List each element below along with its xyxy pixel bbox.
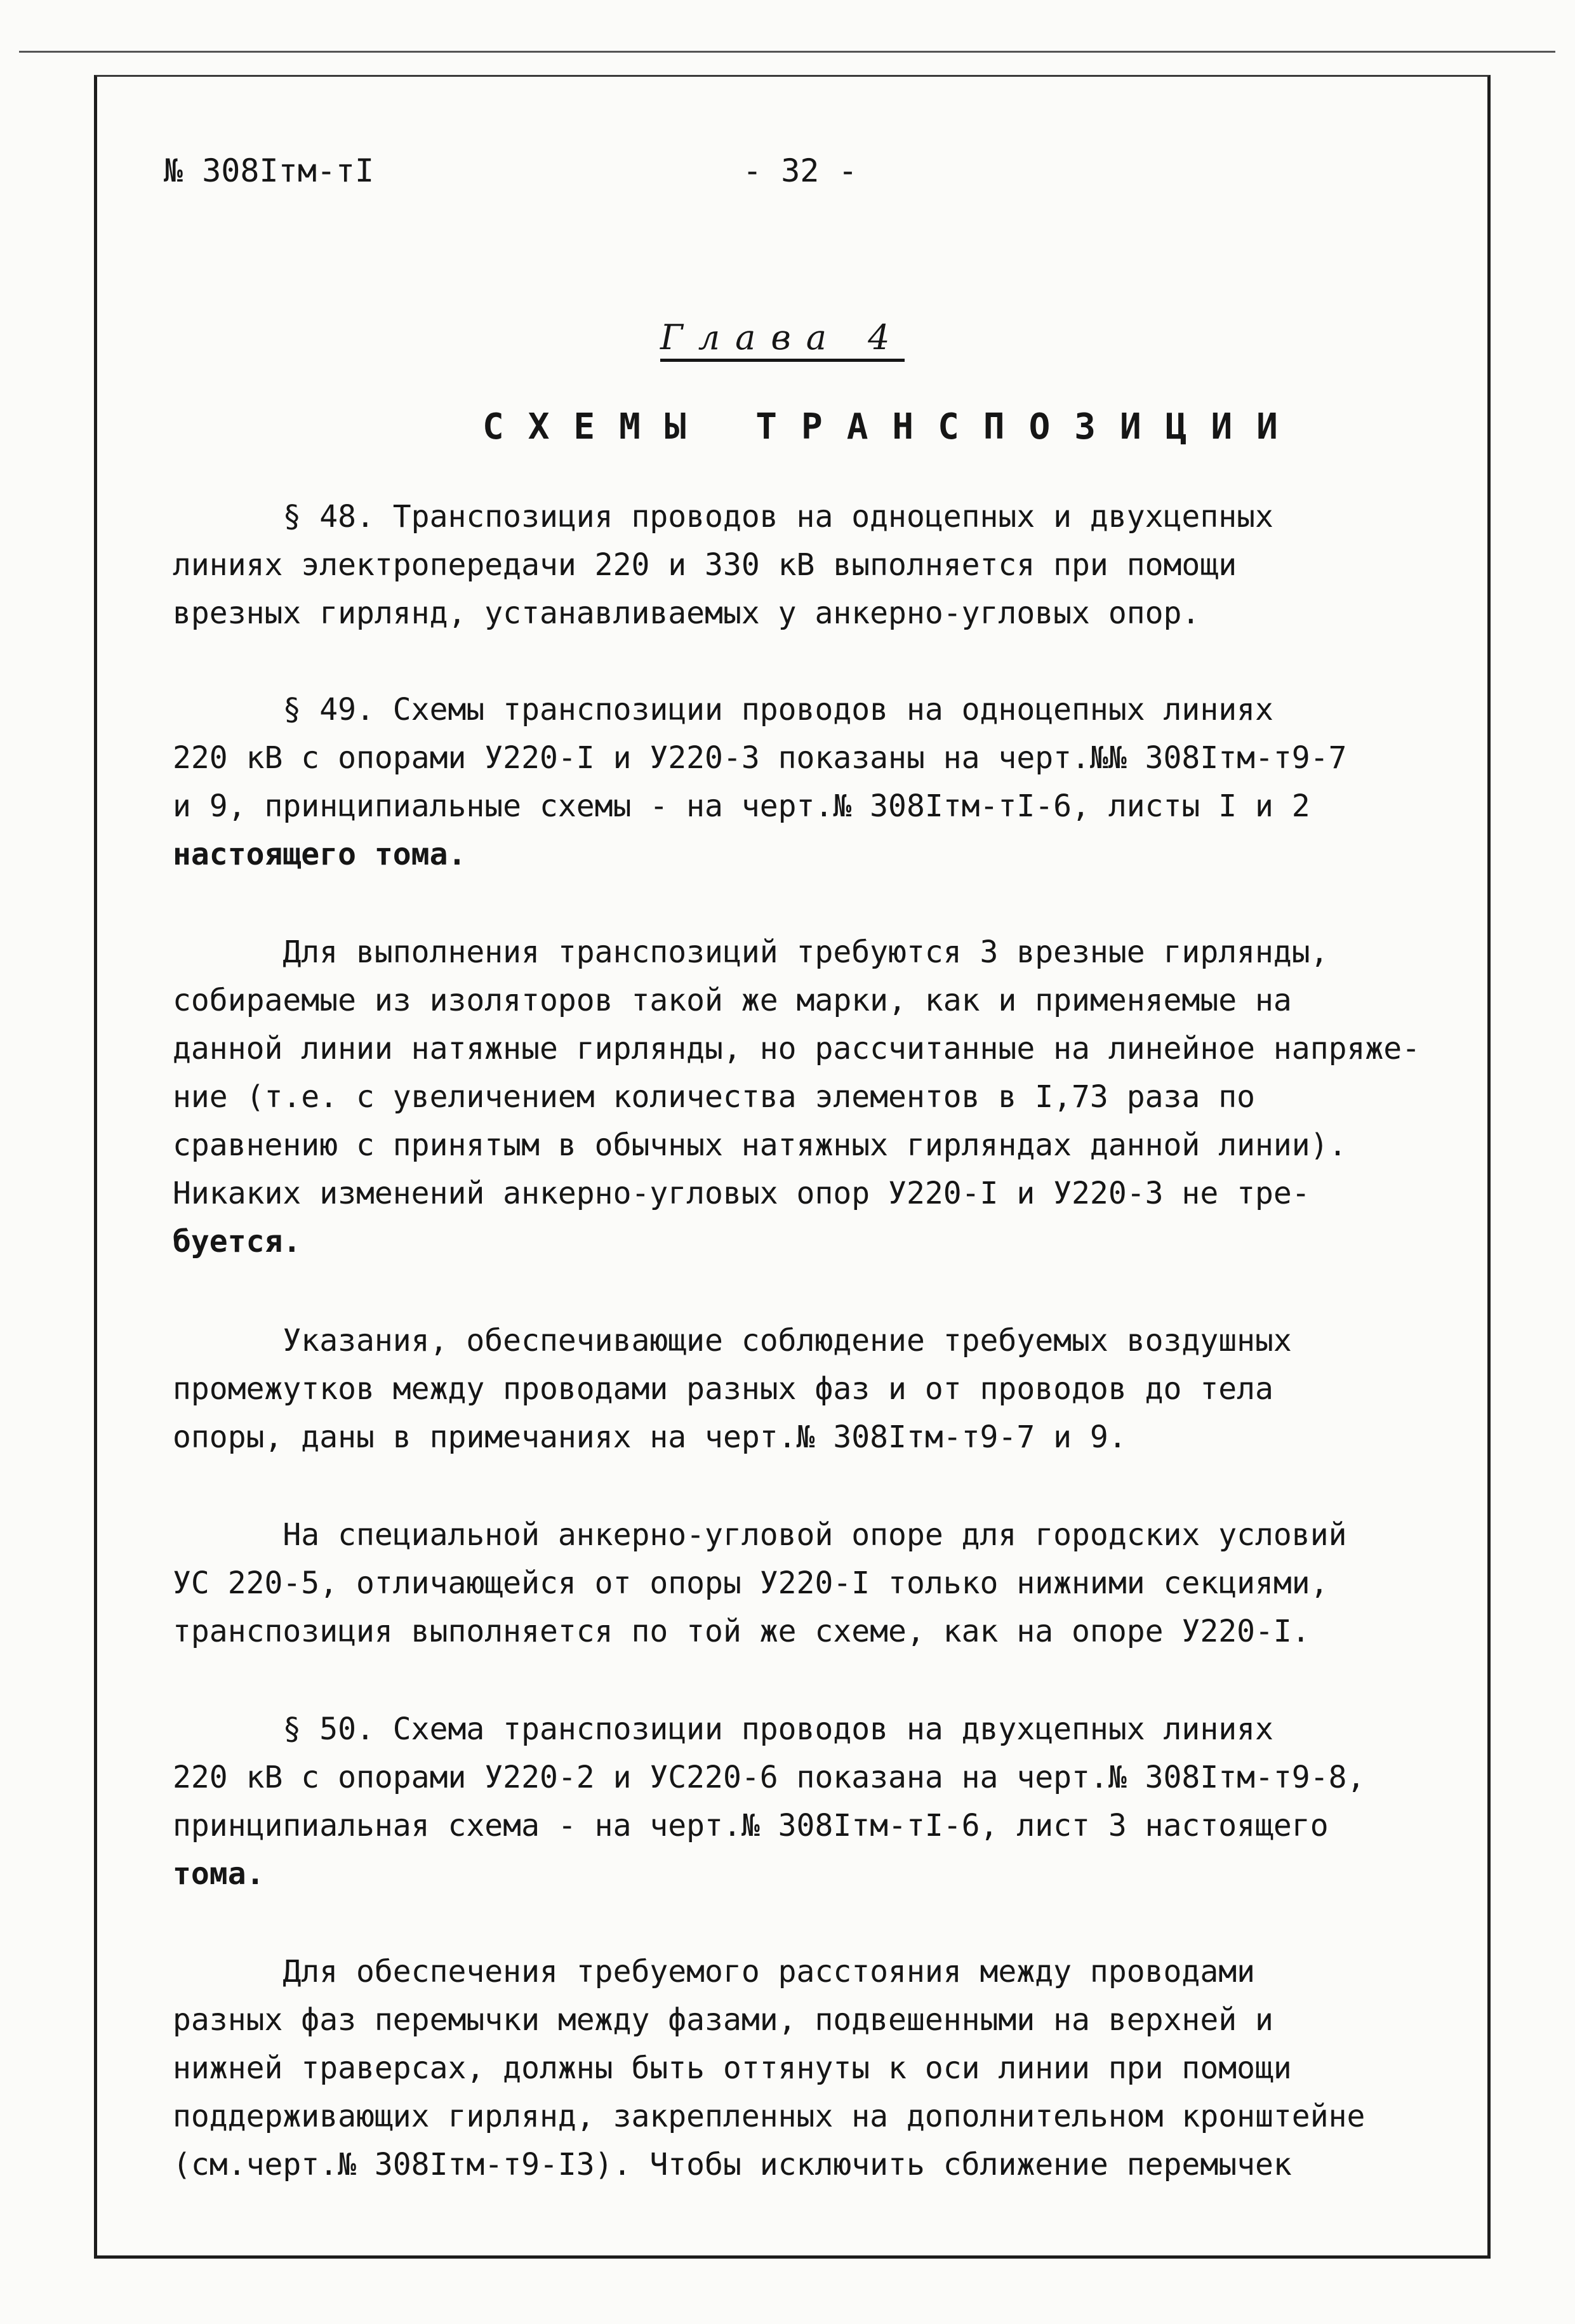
text-line: опоры, даны в примечаниях на черт.№ 308Iтм-т9-7 и 9.	[173, 1419, 1127, 1455]
text-line: буется.	[173, 1224, 302, 1259]
text-line: (см.черт.№ 308Iтм-т9-I3). Чтобы исключить сближение перемычек	[173, 2147, 1292, 2182]
text-line: данной линии натяжные гирлянды, но рассчитанные на линейное напряже-	[173, 1031, 1421, 1066]
text-line: § 49. Схемы транспозиции проводов на одноцепных линиях	[173, 692, 1273, 727]
document-number: № 308Iтм-тI	[164, 152, 375, 189]
text-line: 220 кВ с опорами У220-I и У220-3 показаны на черт.№№ 308Iтм-т9-7	[173, 740, 1347, 776]
text-line: принципиальная схема - на черт.№ 308Iтм-тI-6, лист 3 настоящего	[173, 1808, 1329, 1843]
chapter-heading: Глава 4	[660, 317, 905, 362]
page-top-rule	[19, 51, 1555, 53]
text-line: Для обеспечения требуемого расстояния между проводами	[173, 1954, 1256, 1989]
text-line: врезных гирлянд, устанавливаемых у анкерно-угловых опор.	[173, 595, 1200, 631]
text-line: поддерживающих гирлянд, закрепленных на дополнительном кронштейне	[173, 2099, 1366, 2134]
text-line: и 9, принципиальные схемы - на черт.№ 308Iтм-тI-6, листы I и 2	[173, 788, 1310, 824]
text-line: разных фаз перемычки между фазами, подвешенными на верхней и	[173, 2002, 1273, 2038]
text-line: § 50. Схема транспозиции проводов на двухцепных линиях	[173, 1711, 1273, 1747]
text-line: 220 кВ с опорами У220-2 и УС220-6 показана на черт.№ 308Iтм-т9-8,	[173, 1760, 1366, 1795]
text-line: Указания, обеспечивающие соблюдение требуемых воздушных	[173, 1323, 1292, 1358]
text-line: линиях электропередачи 220 и 330 кВ выполняется при помощи	[173, 547, 1237, 583]
text-line: сравнению с принятым в обычных натяжных гирляндах данной линии).	[173, 1127, 1347, 1163]
text-line: транспозиция выполняется по той же схеме, как на опоре У220-I.	[173, 1614, 1310, 1649]
text-line: На специальной анкерно-угловой опоре для городских условий	[173, 1517, 1347, 1553]
text-line: Для выполнения транспозиций требуются 3 врезные гирлянды,	[173, 934, 1329, 970]
text-line: промежутков между проводами разных фаз и от проводов до тела	[173, 1371, 1273, 1407]
text-line: нижней траверсах, должны быть оттянуты к оси линии при помощи	[173, 2050, 1292, 2086]
text-line: настоящего тома.	[173, 837, 467, 872]
text-line: тома.	[173, 1856, 265, 1892]
text-line: Никаких изменений анкерно-угловых опор У220-I и У220-3 не тре-	[173, 1176, 1310, 1211]
text-line: УС 220-5, отличающейся от опоры У220-I только нижними секциями,	[173, 1565, 1329, 1601]
text-line: ние (т.е. с увеличением количества элементов в I,73 раза по	[173, 1079, 1256, 1115]
section-title: СХЕМЫ ТРАНСПОЗИЦИИ	[482, 406, 1302, 448]
page-number: - 32 -	[743, 152, 858, 189]
text-line: § 48. Транспозиция проводов на одноцепных и двухцепных	[173, 499, 1273, 535]
text-line: собираемые из изоляторов такой же марки, как и применяемые на	[173, 983, 1292, 1018]
page-frame	[94, 75, 1491, 2259]
